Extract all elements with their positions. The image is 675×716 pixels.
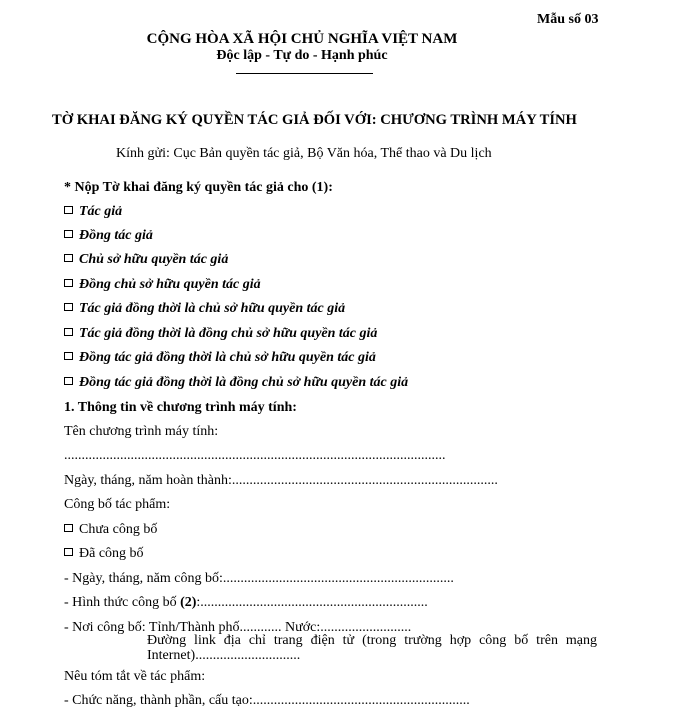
- form-number: Mẫu số 03: [537, 12, 599, 27]
- option-label: Đồng tác giả đồng thời là đồng chủ sở hữu quyền tác giả: [79, 375, 409, 390]
- checkbox-icon[interactable]: [64, 328, 73, 336]
- document-title: TỜ KHAI ĐĂNG KÝ QUYỀN TÁC GIẢ ĐỐI VỚI: CHƯƠNG TRÌNH MÁY TÍNH: [52, 112, 577, 128]
- nation-header: CỘNG HÒA XÃ HỘI CHỦ NGHĨA VIỆT NAM: [146, 31, 458, 47]
- option-co-author[interactable]: [64, 228, 153, 244]
- completion-date-label: Ngày, tháng, năm hoàn thành:: [64, 473, 232, 488]
- program-info-heading: 1. Thông tin về chương trình máy tính:: [64, 400, 297, 415]
- publish-form-colon: :: [196, 595, 201, 610]
- option-label: Tác giả: [79, 204, 123, 219]
- motto: Độc lập - Tự do - Hạnh phúc: [216, 48, 388, 63]
- option-label: Chưa công bố: [79, 522, 158, 537]
- option-unpublished[interactable]: [64, 522, 157, 538]
- option-label: Chủ sở hữu quyền tác giả: [79, 252, 229, 267]
- addressee: Kính gửi: Cục Bản quyền tác giả, Bộ Văn hóa, Thể thao và Du lịch: [116, 146, 492, 161]
- checkbox-icon[interactable]: [64, 524, 73, 532]
- program-name-field[interactable]: .............................................................................................................: [64, 448, 446, 463]
- publish-date-label: - Ngày, tháng, năm công bố:: [64, 571, 223, 586]
- province-label: Tỉnh/Thành phố: [148, 620, 240, 635]
- publish-date-field[interactable]: ..................................................................: [222, 571, 454, 586]
- function-row: [64, 693, 470, 709]
- option-author-and-co-owner[interactable]: [64, 326, 377, 342]
- option-co-author-and-owner[interactable]: [64, 350, 376, 366]
- option-published[interactable]: [64, 546, 144, 562]
- publish-form-note: (2): [180, 595, 197, 610]
- checkbox-icon[interactable]: [64, 548, 73, 556]
- completion-date-row: [64, 473, 498, 489]
- option-copyright-owner[interactable]: [64, 252, 228, 268]
- internet-link-field[interactable]: ..............................: [195, 648, 301, 663]
- country-field[interactable]: ..........................: [320, 620, 412, 635]
- checkbox-icon[interactable]: [64, 254, 73, 262]
- publish-date-row: [64, 571, 454, 587]
- checkbox-icon[interactable]: [64, 230, 73, 238]
- option-label: Tác giả đồng thời là chủ sở hữu quyền tác giả: [79, 301, 346, 316]
- option-author[interactable]: [64, 204, 122, 220]
- option-label: Đã công bố: [79, 546, 144, 561]
- checkbox-icon[interactable]: [64, 303, 73, 311]
- submit-heading: * Nộp Tờ khai đăng ký quyền tác giả cho (1):: [64, 180, 333, 195]
- function-field[interactable]: ..............................................................: [252, 693, 470, 708]
- option-author-and-owner[interactable]: [64, 301, 345, 317]
- motto-underline: [236, 73, 373, 74]
- program-name-label: Tên chương trình máy tính:: [64, 424, 219, 439]
- internet-link-row: [147, 633, 597, 663]
- completion-date-field[interactable]: ............................................................................: [231, 473, 498, 488]
- checkbox-icon[interactable]: [64, 279, 73, 287]
- option-label: Đồng chủ sở hữu quyền tác giả: [79, 277, 261, 292]
- publish-form-field[interactable]: .................................................................: [200, 595, 428, 610]
- publish-label: Công bố tác phẩm:: [64, 497, 171, 512]
- province-field[interactable]: ............: [239, 620, 282, 635]
- summary-label: Nêu tóm tắt về tác phẩm:: [64, 669, 206, 684]
- option-label: Đồng tác giả: [79, 228, 153, 243]
- publish-place-label: - Nơi công bố:: [64, 620, 146, 635]
- country-label: Nước:: [285, 620, 321, 635]
- checkbox-icon[interactable]: [64, 377, 73, 385]
- publish-form-label: - Hình thức công bố: [64, 595, 177, 610]
- option-co-copyright-owner[interactable]: [64, 277, 261, 293]
- internet-link-label: Đường link địa chỉ trang điện tử (trong trường hợp công bố trên mạng Internet): [147, 633, 597, 663]
- option-label: Tác giả đồng thời là đồng chủ sở hữu quyền tác giả: [79, 326, 378, 341]
- checkbox-icon[interactable]: [64, 352, 73, 360]
- option-label: Đồng tác giả đồng thời là chủ sở hữu quyền tác giả: [79, 350, 376, 365]
- function-label: - Chức năng, thành phần, cấu tạo:: [64, 693, 253, 708]
- option-co-author-and-co-owner[interactable]: [64, 375, 408, 391]
- checkbox-icon[interactable]: [64, 206, 73, 214]
- publish-form-row: [64, 595, 428, 611]
